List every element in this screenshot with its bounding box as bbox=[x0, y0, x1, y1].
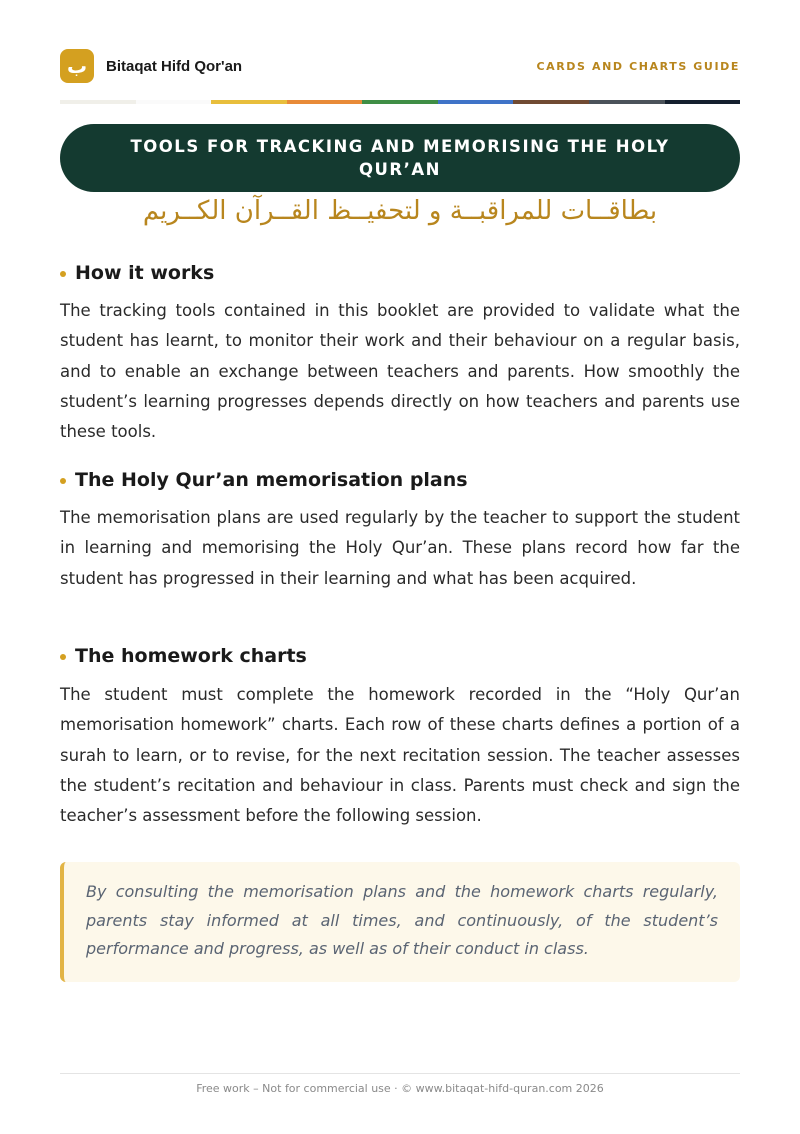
footer-divider bbox=[60, 1073, 740, 1074]
brand bbox=[60, 49, 242, 83]
color-stripe-segment bbox=[665, 100, 741, 104]
color-stripe-segment bbox=[60, 100, 136, 104]
section-title-memorisation-plans bbox=[60, 469, 740, 491]
color-stripe-segment bbox=[136, 100, 212, 104]
brand-name: Bitaqat Hifd Qor'an bbox=[106, 57, 243, 75]
section-heading: The Holy Qur’an memorisation plans bbox=[75, 469, 468, 491]
section-body-memorisation-plans: The memorisation plans are used regularly by the teacher to support the student in learning and memorising the Holy Qur’an. These plans record how far the student has progressed in their learning and what has been acquired. bbox=[60, 508, 740, 588]
bullet-icon bbox=[60, 478, 66, 484]
color-stripe-bar bbox=[60, 100, 740, 104]
section-title-how-it-works bbox=[60, 262, 740, 284]
section-body-homework-charts: The student must complete the homework recorded in the “Holy Qur’an memorisation homework” charts. Each row of these charts defines a portion of a surah to learn, or to revise, for the next recitation session. The teacher assesses the student’s recitation and behaviour in class. Parents must check and sign the teacher’s assessment before the following session. bbox=[60, 685, 740, 826]
page-header bbox=[60, 48, 740, 84]
color-stripe-segment bbox=[287, 100, 363, 104]
arabic-title: بطاقــات للمراقبــة و لتحفيــظ القــرآن الكــريم bbox=[142, 196, 658, 226]
section-body-how-it-works: The tracking tools contained in this booklet are provided to validate what the student has learnt, to monitor their work and their behaviour on a regular basis, and to enable an exchange between teachers and parents. How smoothly the student’s learning progresses depends directly on how teachers and parents use these tools. bbox=[60, 301, 740, 442]
color-stripe-segment bbox=[513, 100, 589, 104]
color-stripe-segment bbox=[211, 100, 287, 104]
section-heading: The homework charts bbox=[75, 645, 307, 667]
title-banner bbox=[60, 124, 740, 192]
bullet-icon bbox=[60, 271, 66, 277]
color-stripe-segment bbox=[438, 100, 514, 104]
guide-label: CARDS AND CHARTS GUIDE bbox=[536, 59, 740, 73]
banner-title: TOOLS FOR TRACKING AND MEMORISING THE HOLY QUR’AN bbox=[130, 137, 670, 179]
callout-text: By consulting the memorisation plans and the homework charts regularly, parents stay informed at all times, and continuously, of the student’s performance and progress, as well as of their conduct in class. bbox=[86, 882, 718, 958]
section-heading: How it works bbox=[75, 262, 215, 284]
brand-logo-icon: ب bbox=[60, 49, 94, 83]
info-callout bbox=[60, 862, 740, 982]
color-stripe-segment bbox=[589, 100, 665, 104]
section-title-homework-charts bbox=[60, 645, 740, 667]
color-stripe-segment bbox=[362, 100, 438, 104]
footer-text: Free work – Not for commercial use · © www.bitaqat-hifd-quran.com 2026 bbox=[196, 1082, 604, 1095]
bullet-icon bbox=[60, 654, 66, 660]
